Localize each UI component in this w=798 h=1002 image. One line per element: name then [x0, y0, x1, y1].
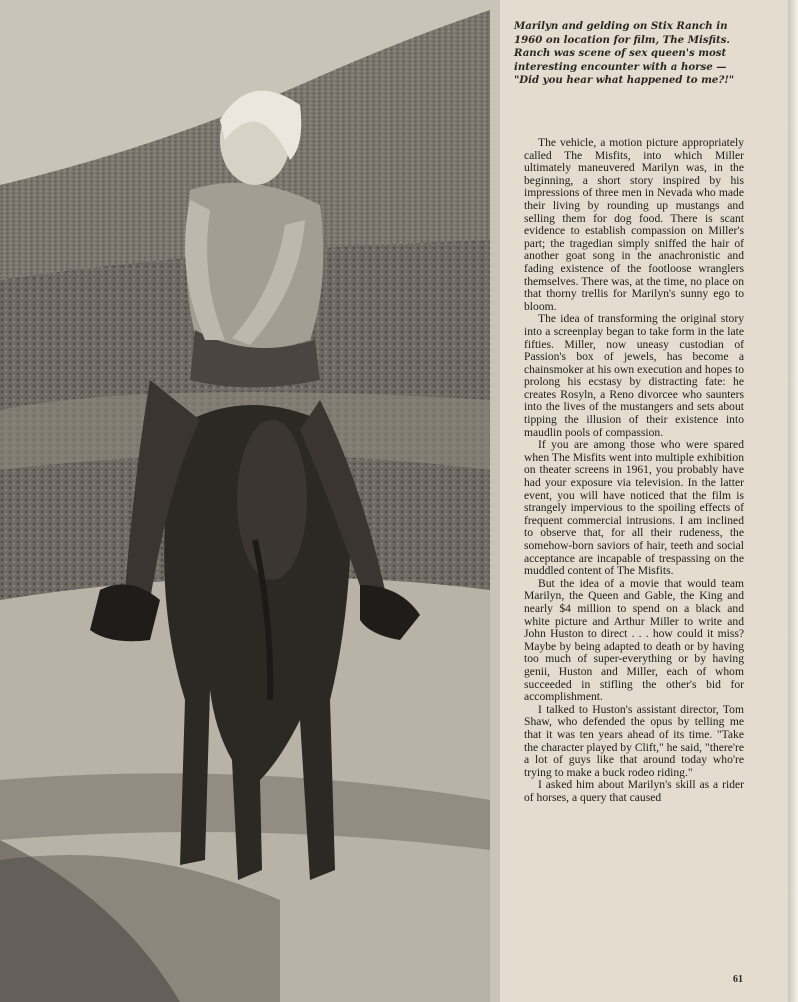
- article-paragraph: I talked to Huston's assistant director, Tom Shaw, who defended the opus by telling me that it was ten years ahead of its time. "Take the character played by Clift," he said, "there're a lot of guys like that around today who're trying to make a buck rodeo riding.": [524, 702, 744, 779]
- article-paragraph: The vehicle, a motion picture appropriately called The Misfits, into which Miller ultimately maneuvered Marilyn was, in the beginning, a short story inspired by his impressions of three men in Nevada who made their living by rounding up mustangs and selling them for dog food. There is scant evidence to establish compassion on Miller's part; the tragedian simply sniffed the hair of another goat song in the anachronistic and fading existence of the footloose wranglers themselves. There was, at the time, no place on that thorny trellis for Marilyn's sunny ego to bloom.: [524, 136, 744, 313]
- article-paragraph: If you are among those who were spared when The Misfits went into multiple exhibition on theater screens in 1961, you probably have had your exposure via television. In the latter event, you will have noticed that the film is strangely impervious to the spoiling effects of frequent commercial intrusions. I am inclined to observe that, for all their rudeness, the somehow-born saviors of hair, teeth and social acceptance are incapable of trespassing on the muddled content of The Misfits.: [524, 438, 744, 578]
- article-paragraph: The idea of transforming the original story into a screenplay began to take form in the late fifties. Miller, now uneasy custodian of Passion's box of jewels, has become a chainsmoker at his own execution and hopes to prolong his ecstasy by distracting fate: he creates Rosyln, a Reno divorcee who saunters into the lives of the mustangers and sets about tipping the illusion of their existence into maudlin pools of compassion.: [524, 312, 744, 439]
- page-number: 61: [733, 974, 743, 985]
- photo-caption: Marilyn and gelding on Stix Ranch in 1960 on location for film, The Misfits. Ranch was scene of sex queen's most interesting encounter with a horse — "Did you hear what happened to me?!": [514, 20, 735, 87]
- page-edge: [788, 0, 798, 1002]
- article-paragraph: But the idea of a movie that would team Marilyn, the Queen and Gable, the King and nearly $4 million to spend on a black and white picture and Arthur Miller to write and John Huston to direct . . . how could it miss? Maybe by being adapted to death or by having too much of super-everything or by having genii, Huston and Miller, each of whom succeeded in stifling the other's bid for accomplishment.: [524, 576, 744, 704]
- article-body: [524, 137, 744, 804]
- article-paragraph: I asked him about Marilyn's skill as a rider of horses, a query that caused: [524, 778, 744, 804]
